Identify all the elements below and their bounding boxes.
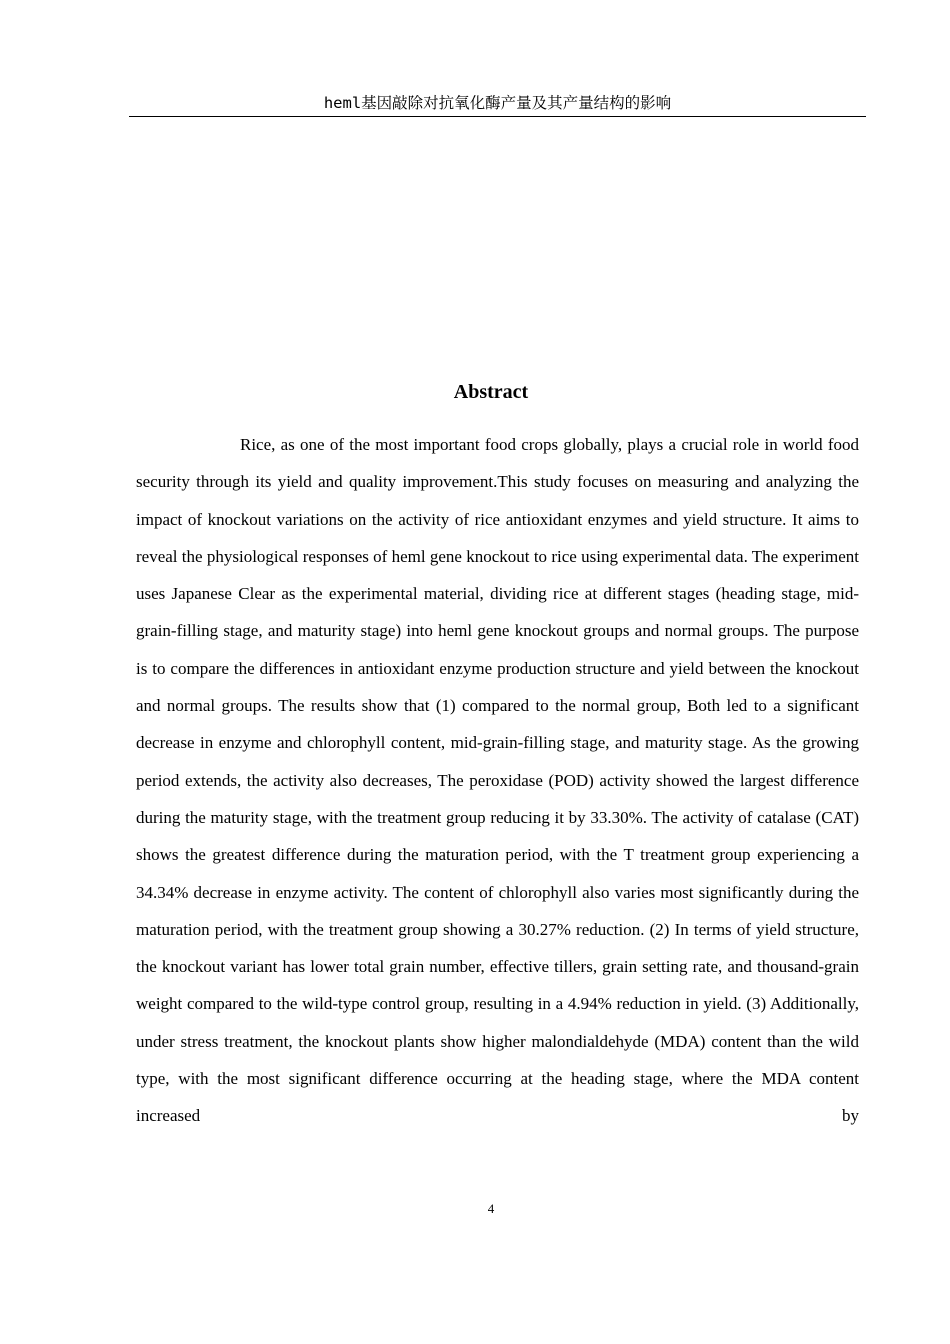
running-header: heml基因敲除对抗氧化酶产量及其产量结构的影响 bbox=[129, 90, 866, 117]
abstract-body: Rice, as one of the most important food crops globally, plays a crucial role in world food security through its yield and quality improvement.This study focuses on measuring and analyzing the impact of knockout variations on the activity of rice antioxidant enzymes and yield structure. It aims to reveal the physiological responses of heml gene knockout to rice using experimental data. The experiment uses Japanese Clear as the experimental material, dividing rice at different stages (heading stage, mid-grain-filling stage, and maturity stage) into heml gene knockout groups and normal groups. The purpose is to compare the differences in antioxidant enzyme production structure and yield between the knockout and normal groups. The results show that (1) compared to the normal group, Both led to a significant decrease in enzyme and chlorophyll content, mid-grain-filling stage, and maturity stage. As the growing period extends, the activity also decreases, The peroxidase (POD) activity showed the largest difference during the maturity stage, with the treatment group reducing it by 33.30%. The activity of catalase (CAT) shows the greatest difference during the maturation period, with the T treatment group experiencing a 34.34% decrease in enzyme activity. The content of chlorophyll also varies most significantly during the maturation period, with the treatment group showing a 30.27% reduction. (2) In terms of yield structure, the knockout variant has lower total grain number, effective tillers, grain setting rate, and thousand-grain weight compared to the wild-type control group, resulting in a 4.94% reduction in yield. (3) Additionally, under stress treatment, the knockout plants show higher malondialdehyde (MDA) content than the wild type, with the most significant difference occurring at the heading stage, where the MDA content increased by bbox=[136, 435, 859, 1126]
abstract-heading: Abstract bbox=[453, 381, 529, 403]
page-number: 4 bbox=[487, 1201, 495, 1216]
